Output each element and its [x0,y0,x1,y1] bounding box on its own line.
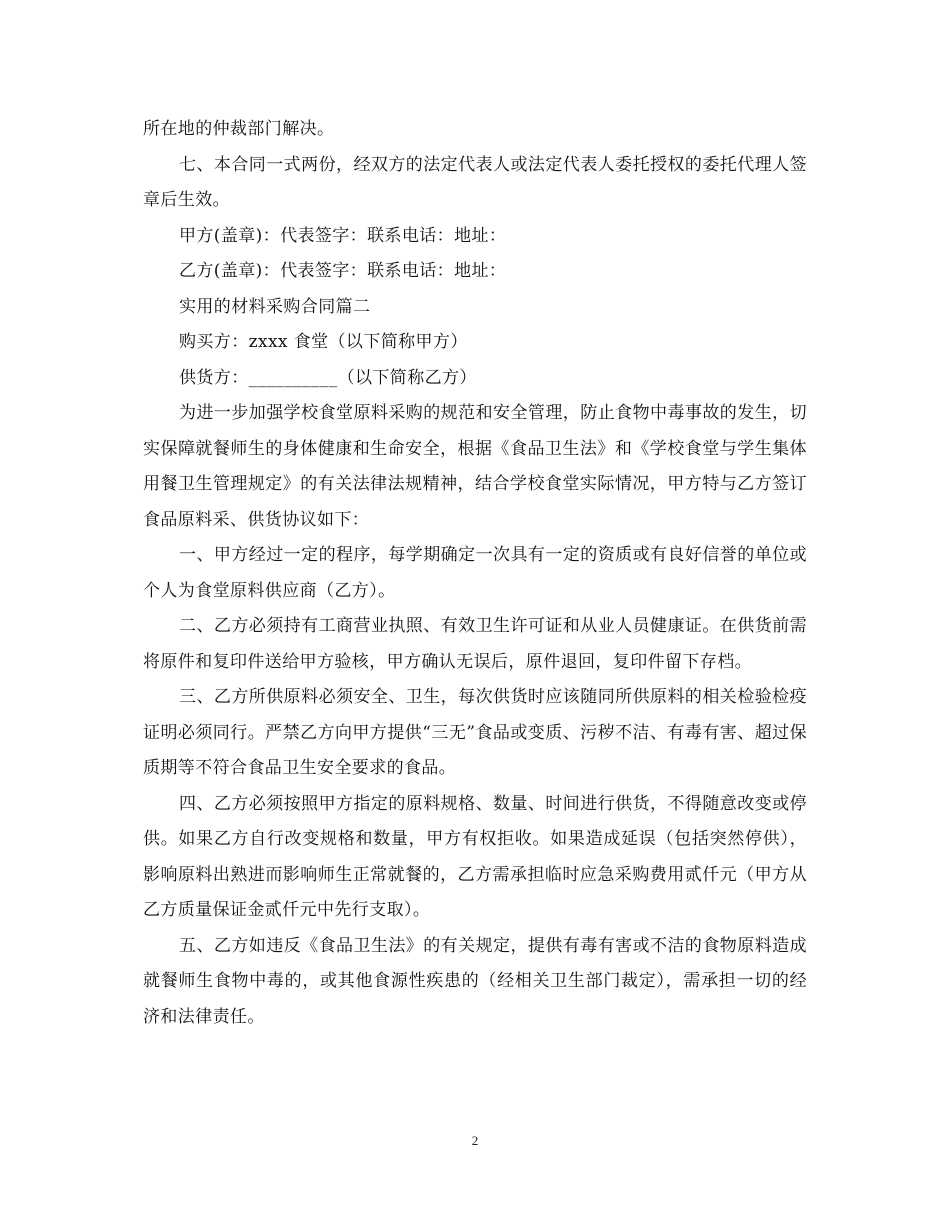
paragraph-clause-one: 一、甲方经过一定的程序，每学期确定一次具有一定的资质或有良好信誉的单位或个人为食堂原料供应商（乙方）。 [143,545,807,601]
paragraph-clause-five: 五、乙方如违反《食品卫生法》的有关规定，提供有毒有害或不洁的食物原料造成就餐师生食物中毒的，或其他食源性疾患的（经相关卫生部门裁定），需承担一切的经济和法律责任。 [143,935,807,1027]
paragraph-clause-four: 四、乙方必须按照甲方指定的原料规格、数量、时间进行供货，不得随意改变或停供。如果乙方自行改变规格和数量，甲方有权拒收。如果造成延误（包括突然停供），影响原料出熟进而影响师生正常就餐的，乙方需承担临时应急采购费用贰仟元（甲方从乙方质量保证金贰仟元中先行支取）。 [143,793,807,920]
signature-line-party-b: 乙方(盖章)：代表签字：联系电话：地址： [179,261,507,281]
supplier-line: 供货方：__________（以下简称乙方） [179,367,477,388]
section-title: 实用的材料采购合同篇二 [179,296,371,317]
paragraph-clause-three: 三、乙方所供原料必须安全、卫生，每次供货时应该随同所供原料的相关检验检疫证明必须同行。严禁乙方向甲方提供“三无”食品或变质、污秽不洁、有毒有害、超过保质期等不符合食品卫生安全要求的食品。 [143,687,807,778]
document-body [143,112,807,1035]
paragraph-preamble: 为进一步加强学校食堂原料采购的规范和安全管理，防止食物中毒事故的发生，切实保障就餐师生的身体健康和生命安全，根据《食品卫生法》和《学校食堂与学生集体用餐卫生管理规定》的有关法律法规精神，结合学校食堂实际情况，甲方特与乙方签订食品原料采、供货协议如下： [143,403,807,530]
paragraph-arbitration-end: 所在地的仲裁部门解决。 [143,119,335,139]
paragraph-clause-seven: 七、本合同一式两份，经双方的法定代表人或法定代表人委托授权的委托代理人签章后生效。 [143,154,807,210]
buyer-line: 购买方：zxxx 食堂（以下简称甲方） [179,332,468,352]
paragraph-clause-two: 二、乙方必须持有工商营业执照、有效卫生许可证和从业人员健康证。在供货前需将原件和复印件送给甲方验核，甲方确认无误后，原件退回，复印件留下存档。 [143,616,807,672]
signature-line-party-a: 甲方(盖章)：代表签字：联系电话：地址： [179,225,507,246]
page-number: 2 [471,1133,479,1148]
